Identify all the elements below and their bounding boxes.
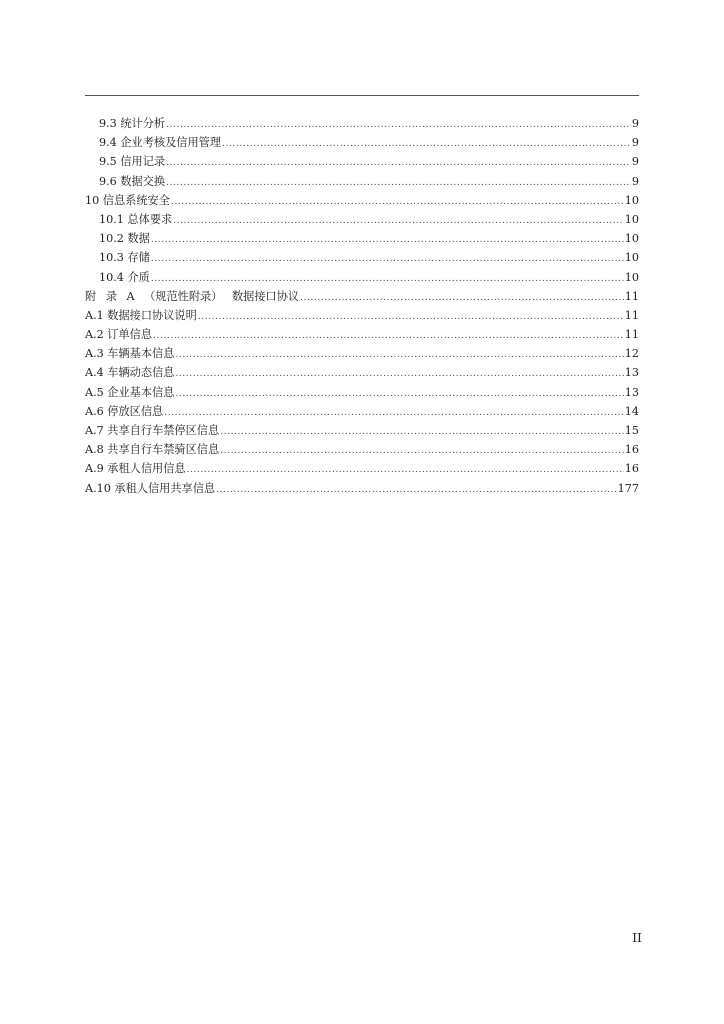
toc-entry-title: 9.3 统计分析: [99, 117, 166, 130]
toc-entry-page: 11: [624, 289, 639, 303]
toc-entry-page: 10: [624, 193, 639, 207]
toc-dot-leader: [220, 423, 624, 442]
toc-entry-title: A.1 数据接口协议说明: [85, 308, 197, 322]
toc-dot-leader: [175, 385, 623, 404]
toc-dot-leader: [164, 404, 624, 423]
toc-entry-title: A.9 承租人信用信息: [85, 462, 186, 476]
toc-entry[interactable]: [85, 210, 639, 229]
toc-entry-page: 16: [624, 462, 639, 476]
toc-dot-leader: [220, 442, 624, 461]
toc-entry[interactable]: [85, 363, 639, 382]
toc-entry-page: 13: [624, 366, 639, 380]
toc-entry-page: 15: [624, 424, 639, 437]
toc-dot-leader: [300, 289, 624, 308]
toc-entry[interactable]: [85, 229, 639, 248]
toc-entry-page: 12: [624, 347, 639, 361]
toc-dot-leader: [171, 193, 624, 212]
toc-entry-title: 10 信息系统安全: [85, 193, 170, 207]
toc-entry-title: 附 录 A （规范性附录） 数据接口协议: [85, 289, 300, 303]
toc-dot-leader: [175, 365, 623, 384]
toc-entry[interactable]: [85, 248, 639, 267]
toc-entry-title: 10.3 存储: [99, 251, 150, 265]
toc-entry-title: 9.4 企业考核及信用管理: [99, 136, 222, 150]
toc-dot-leader: [151, 250, 624, 269]
toc-entry-page: 177: [617, 481, 639, 495]
page-number: II: [632, 930, 642, 945]
toc-dot-leader: [216, 481, 617, 500]
toc-entry-title: A.7 共享自行车禁停区信息: [85, 424, 220, 437]
toc-entry-title: 9.5 信用记录: [99, 155, 166, 169]
toc-entry-page: 10: [624, 212, 639, 226]
toc-entry-title: 10.1 总体要求: [99, 212, 173, 226]
toc-entry-title: 10.4 介质: [99, 270, 150, 284]
toc-entry-page: 13: [624, 385, 639, 399]
toc-entry-page: 9: [631, 174, 639, 188]
toc-entry-title: 9.6 数据交换: [99, 174, 166, 188]
toc-dot-leader: [166, 116, 631, 135]
toc-entry[interactable]: [85, 325, 639, 344]
toc-entry-page: 10: [624, 270, 639, 284]
toc-entry[interactable]: [85, 152, 639, 171]
toc-entry-title: A.8 共享自行车禁骑区信息: [85, 443, 220, 457]
toc-entry-title: A.2 订单信息: [85, 328, 153, 342]
toc-entry[interactable]: [85, 459, 639, 478]
toc-dot-leader: [173, 212, 624, 231]
toc-entry-page: 16: [624, 443, 639, 457]
header-rule: [85, 95, 639, 96]
toc-entry-page: 10: [624, 251, 639, 265]
toc-entry-page: 9: [631, 155, 639, 169]
toc-entry-title: A.3 车辆基本信息: [85, 347, 175, 361]
toc-entry[interactable]: [85, 402, 639, 421]
toc-entry[interactable]: [85, 479, 639, 498]
toc-dot-leader: [222, 135, 631, 154]
toc-entry[interactable]: [85, 133, 639, 152]
toc-entry[interactable]: [85, 344, 639, 363]
toc-entry[interactable]: [85, 191, 639, 210]
toc-dot-leader: [187, 461, 624, 480]
toc-entry-page: 14: [624, 404, 639, 418]
toc-entry[interactable]: [85, 268, 639, 287]
toc-entry-title: 10.2 数据: [99, 232, 150, 246]
toc-entry[interactable]: [85, 306, 639, 325]
toc-entry-page: 11: [624, 328, 639, 342]
toc-entry[interactable]: [85, 440, 639, 459]
toc-dot-leader: [198, 308, 624, 327]
toc-entry[interactable]: [85, 172, 639, 191]
toc-entry[interactable]: [85, 421, 639, 440]
toc-entry-page: 9: [631, 117, 639, 130]
toc-entry-title: A.5 企业基本信息: [85, 385, 175, 399]
toc-dot-leader: [166, 174, 631, 193]
toc-entry-page: 9: [631, 136, 639, 150]
toc-dot-leader: [153, 327, 624, 346]
toc-entry[interactable]: [85, 383, 639, 402]
toc-entry[interactable]: [85, 114, 639, 133]
table-of-contents: [85, 114, 639, 498]
toc-entry-title: A.4 车辆动态信息: [85, 366, 175, 380]
toc-dot-leader: [151, 231, 624, 250]
toc-entry-title: A.6 停放区信息: [85, 404, 164, 418]
toc-dot-leader: [166, 154, 631, 173]
toc-dot-leader: [175, 346, 623, 365]
toc-entry-page: 11: [624, 308, 639, 322]
toc-entry-page: 10: [624, 232, 639, 246]
toc-entry-title: A.10 承租人信用共享信息: [85, 481, 216, 495]
toc-entry[interactable]: [85, 287, 639, 306]
